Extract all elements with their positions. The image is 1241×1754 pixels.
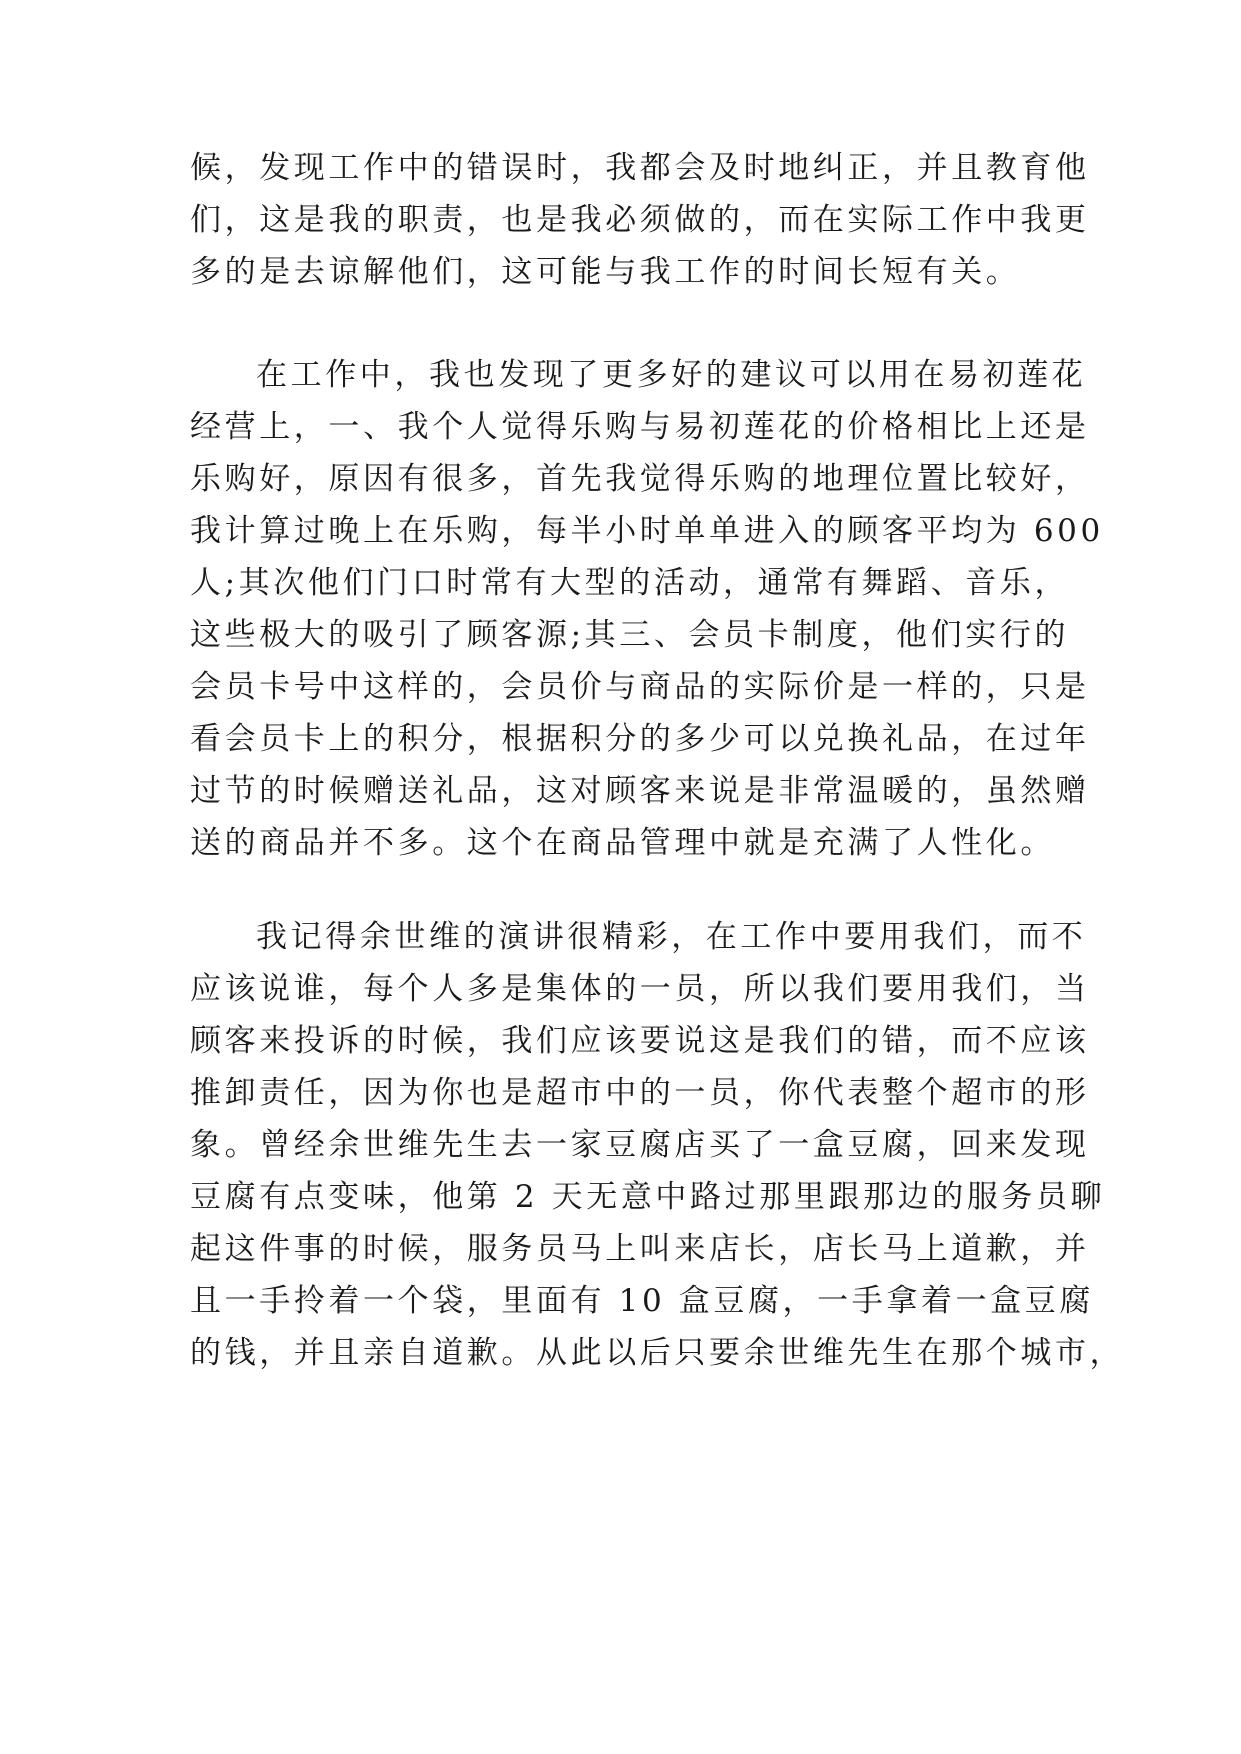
paragraph-line: 人;其次他们门口时常有大型的活动，通常有舞蹈、音乐， [190, 565, 1070, 601]
paragraph-line: 这些极大的吸引了顾客源;其三、会员卡制度，他们实行的 [190, 617, 1070, 653]
paragraph-line: 看会员卡上的积分，根据积分的多少可以兑换礼品，在过年 [190, 721, 1090, 757]
paragraph-line: 顾客来投诉的时候，我们应该要说这是我们的错，而不应该 [190, 1023, 1090, 1059]
paragraph-line: 的钱，并且亲自道歉。从此以后只要余世维先生在那个城市， [190, 1335, 1125, 1371]
paragraph-line: 过节的时候赠送礼品，这对顾客来说是非常温暖的，虽然赠 [190, 773, 1090, 809]
paragraph-line: 候，发现工作中的错误时，我都会及时地纠正，并且教育他 [190, 150, 1090, 186]
paragraph-line: 我计算过晚上在乐购，每半小时单单进入的顾客平均为 600 [190, 513, 1104, 549]
paragraph-line: 在工作中，我也发现了更多好的建议可以用在易初莲花 [256, 357, 1087, 393]
paragraph-line: 多的是去谅解他们，这可能与我工作的时间长短有关。 [190, 254, 1021, 290]
paragraph-line: 乐购好，原因有很多，首先我觉得乐购的地理位置比较好， [190, 461, 1090, 497]
paragraph-line: 送的商品并不多。这个在商品管理中就是充满了人性化。 [190, 825, 1055, 861]
paragraph-line: 们，这是我的职责，也是我必须做的，而在实际工作中我更 [190, 202, 1090, 238]
paragraph-line: 象。曾经余世维先生去一家豆腐店买了一盒豆腐，回来发现 [190, 1127, 1090, 1163]
paragraph-line: 起这件事的时候，服务员马上叫来店长，店长马上道歉，并 [190, 1231, 1090, 1267]
paragraph-line: 应该说谁，每个人多是集体的一员，所以我们要用我们，当 [190, 971, 1090, 1007]
paragraph-line: 且一手拎着一个袋，里面有 10 盒豆腐，一手拿着一盒豆腐 [190, 1283, 1094, 1319]
paragraph-line: 会员卡号中这样的，会员价与商品的实际价是一样的，只是 [190, 669, 1090, 705]
paragraph-line: 经营上，一、我个人觉得乐购与易初莲花的价格相比上还是 [190, 409, 1090, 445]
paragraph-line: 推卸责任，因为你也是超市中的一员，你代表整个超市的形 [190, 1075, 1090, 1111]
paragraph-line: 我记得余世维的演讲很精彩，在工作中要用我们，而不 [256, 919, 1087, 955]
paragraph-line: 豆腐有点变味，他第 2 天无意中路过那里跟那边的服务员聊 [190, 1179, 1106, 1215]
